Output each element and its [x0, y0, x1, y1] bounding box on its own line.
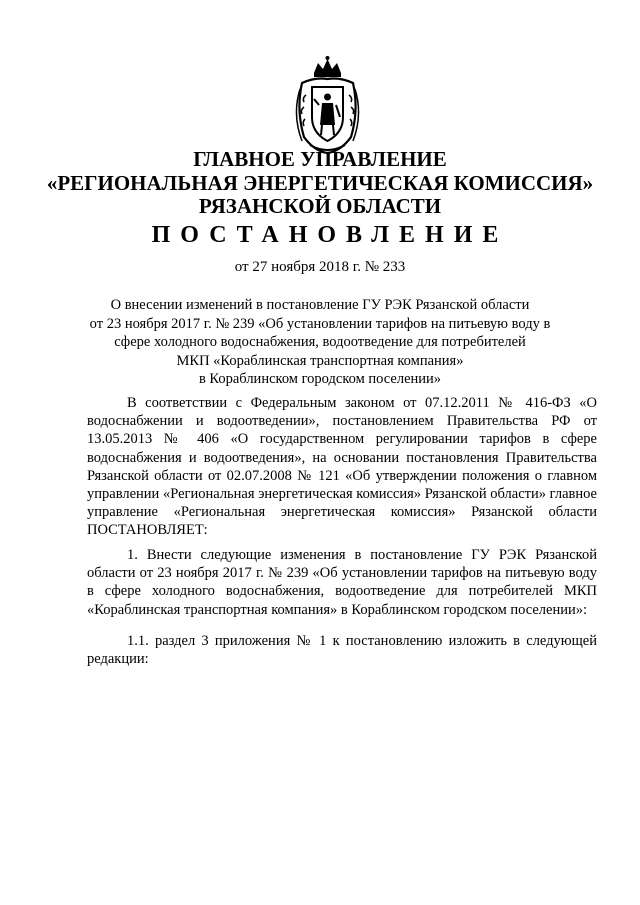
- clause-1-1-paragraph: 1.1. раздел 3 приложения № 1 к постановлению изложить в следующей редакции:: [87, 633, 597, 668]
- subject-line: от 23 ноября 2017 г. № 239 «Об установлении тарифов на питьевую воду в: [89, 315, 551, 332]
- authority-name-line-1: ГЛАВНОЕ УПРАВЛЕНИЕ: [193, 147, 447, 171]
- preamble-paragraph: В соответствии с Федеральным законом от 07.12.2011 № 416-ФЗ «О водоснабжении и водоотведении», постановлением Правительства РФ от 13.05.2013 № 406 «О государственном регулировании тарифов в сфере водоснабжения и водоотведения», на основании постановления Правительства Рязанской области от 02.07.2008 № 121 «Об утверждении положения о главном управлении «Региональная энергетическая комиссия» Рязанской области» главное управление «Региональная энергетическая комиссия» Рязанской области ПОСТАНОВЛЯЕТ:: [87, 395, 597, 539]
- clause-1-paragraph: 1. Внести следующие изменения в постановление ГУ РЭК Рязанской области от 23 ноября 2017 г. № 239 «Об установлении тарифов на питьевую воду в сфере холодного водоснабжения, водоотведение для потребителей МКП «Кораблинская транспортная компания» в Кораблинском городском поселении»:: [87, 547, 597, 618]
- coat-of-arms-icon: [290, 55, 365, 155]
- subject-line: О внесении изменений в постановление ГУ РЭК Рязанской области: [110, 297, 530, 313]
- authority-name-line-3: РЯЗАНСКОЙ ОБЛАСТИ: [198, 194, 442, 218]
- subject-line: МКП «Кораблинская транспортная компания»: [176, 352, 464, 369]
- decree-title: ПОСТАНОВЛЕНИЕ: [151, 222, 509, 248]
- decree-subject: [60, 296, 580, 389]
- subject-line: сфере холодного водоснабжения, водоотведение для потребителей: [114, 334, 526, 350]
- decree-date: от 27 ноября 2018 г. № 233: [234, 259, 406, 275]
- authority-name-line-2: «РЕГИОНАЛЬНАЯ ЭНЕРГЕТИЧЕСКАЯ КОМИССИЯ»: [46, 171, 594, 195]
- subject-line: в Кораблинском городском поселении»: [198, 371, 442, 387]
